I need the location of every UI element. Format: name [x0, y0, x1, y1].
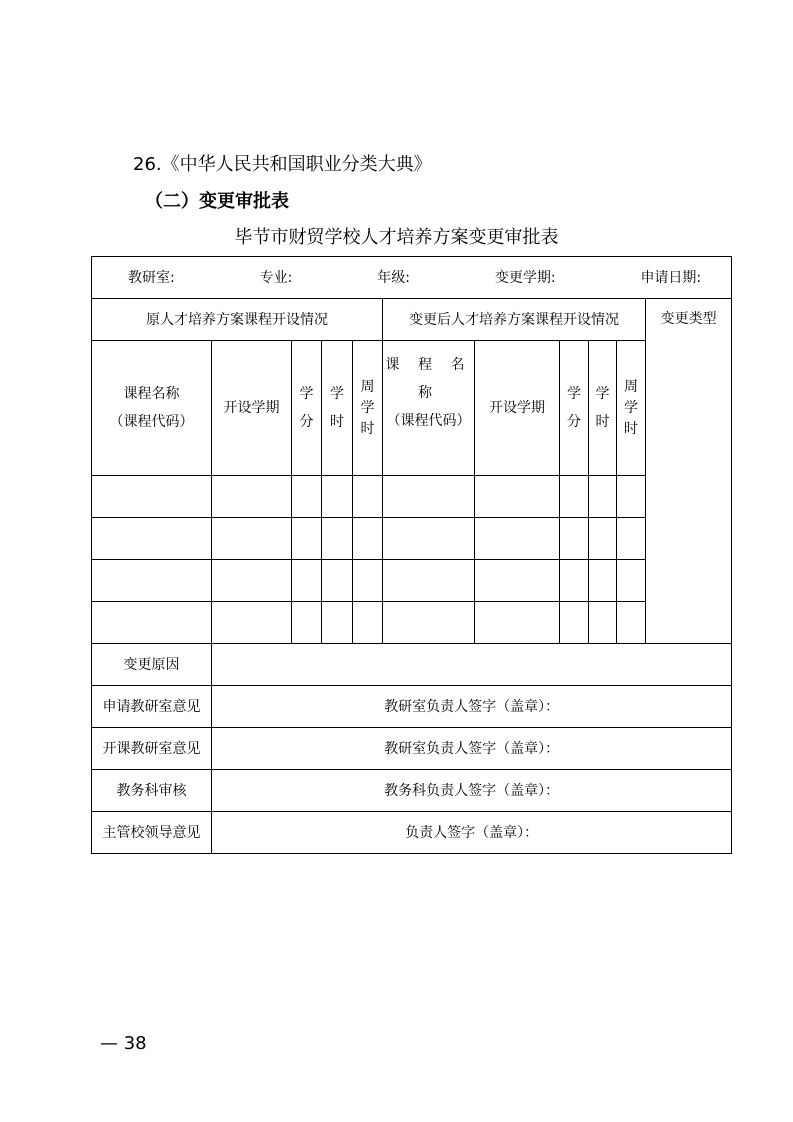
teaching-dept-opinion-label: 开课教研室意见 [92, 728, 212, 770]
entry-cell[interactable] [322, 476, 353, 518]
entry-cell[interactable] [212, 518, 292, 560]
course-entry-row [92, 602, 732, 644]
entry-cell[interactable] [353, 602, 383, 644]
entry-cell[interactable] [475, 476, 560, 518]
change-reason-field[interactable] [212, 644, 732, 686]
changed-plan-header: 变更后人才培养方案课程开设情况 [383, 299, 646, 341]
entry-cell[interactable] [322, 518, 353, 560]
column-header-row [92, 341, 732, 476]
academic-affairs-review-row [92, 770, 732, 812]
original-credit-header: 学 分 [292, 341, 322, 476]
entry-cell[interactable] [589, 602, 617, 644]
entry-cell[interactable] [353, 560, 383, 602]
original-semester-header: 开设学期 [212, 341, 292, 476]
entry-cell[interactable] [292, 476, 322, 518]
changed-semester-header: 开设学期 [475, 341, 560, 476]
entry-cell[interactable] [322, 602, 353, 644]
original-weekly-hours-header: 周 学 时 [353, 341, 383, 476]
meta-department: 教研室: [128, 269, 175, 286]
entry-cell[interactable] [589, 476, 617, 518]
entry-cell[interactable] [383, 602, 475, 644]
entry-cell[interactable] [560, 476, 589, 518]
school-leader-signature-field[interactable]: 负责人签字（盖章）： [212, 812, 732, 854]
teaching-dept-signature-field[interactable]: 教研室负责人签字（盖章）： [212, 728, 732, 770]
school-leader-opinion-row [92, 812, 732, 854]
entry-cell[interactable] [475, 518, 560, 560]
meta-major: 专业: [259, 269, 293, 286]
entry-cell[interactable] [475, 602, 560, 644]
entry-cell[interactable] [92, 476, 212, 518]
entry-cell[interactable] [92, 518, 212, 560]
changed-course-name-header: 课 程 名 称 （课程代码） [383, 341, 475, 476]
change-reason-label: 变更原因 [92, 644, 212, 686]
entry-cell[interactable] [589, 560, 617, 602]
meta-grade: 年级: [377, 269, 410, 286]
entry-cell[interactable] [353, 476, 383, 518]
entry-cell[interactable] [212, 602, 292, 644]
course-entry-row [92, 476, 732, 518]
entry-cell[interactable] [322, 560, 353, 602]
entry-cell[interactable] [617, 602, 646, 644]
group-header-row [92, 299, 732, 341]
entry-cell[interactable] [92, 560, 212, 602]
meta-row [92, 257, 732, 299]
academic-affairs-signature-field[interactable]: 教务科负责人签字（盖章）： [212, 770, 732, 812]
course-entry-row [92, 518, 732, 560]
entry-cell[interactable] [212, 560, 292, 602]
entry-cell[interactable] [292, 560, 322, 602]
change-reason-row [92, 644, 732, 686]
meta-apply-date: 申请日期: [640, 269, 702, 286]
entry-cell[interactable] [589, 518, 617, 560]
entry-cell[interactable] [560, 518, 589, 560]
changed-credit-header: 学 分 [560, 341, 589, 476]
entry-cell[interactable] [617, 518, 646, 560]
academic-affairs-review-label: 教务科审核 [92, 770, 212, 812]
reference-item: 26.《中华人民共和国职业分类大典》 [133, 154, 432, 175]
entry-cell[interactable] [617, 476, 646, 518]
changed-hours-header: 学 时 [589, 341, 617, 476]
entry-cell[interactable] [560, 602, 589, 644]
form-title: 毕节市财贸学校人才培养方案变更审批表 [234, 227, 559, 248]
entry-cell[interactable] [617, 560, 646, 602]
entry-cell[interactable] [383, 560, 475, 602]
page-number: — 38 [100, 1033, 147, 1054]
entry-cell[interactable] [560, 560, 589, 602]
entry-cell[interactable] [383, 476, 475, 518]
entry-cell[interactable] [292, 518, 322, 560]
section-heading: （二）变更审批表 [145, 191, 289, 212]
original-plan-header: 原人才培养方案课程开设情况 [92, 299, 383, 341]
entry-cell[interactable] [292, 602, 322, 644]
changed-weekly-hours-header: 周 学 时 [617, 341, 646, 476]
teaching-dept-opinion-row [92, 728, 732, 770]
change-type-header: 变更类型 [646, 299, 732, 644]
entry-cell[interactable] [475, 560, 560, 602]
school-leader-opinion-label: 主管校领导意见 [92, 812, 212, 854]
entry-cell[interactable] [383, 518, 475, 560]
applying-dept-opinion-label: 申请教研室意见 [92, 686, 212, 728]
applying-dept-signature-field[interactable]: 教研室负责人签字（盖章）： [212, 686, 732, 728]
applying-dept-opinion-row [92, 686, 732, 728]
original-course-name-header: 课程名称 （课程代码） [92, 341, 212, 476]
approval-form-table [91, 256, 732, 854]
meta-change-semester: 变更学期: [494, 269, 556, 286]
entry-cell[interactable] [92, 602, 212, 644]
course-entry-row [92, 560, 732, 602]
entry-cell[interactable] [212, 476, 292, 518]
original-hours-header: 学 时 [322, 341, 353, 476]
entry-cell[interactable] [353, 518, 383, 560]
